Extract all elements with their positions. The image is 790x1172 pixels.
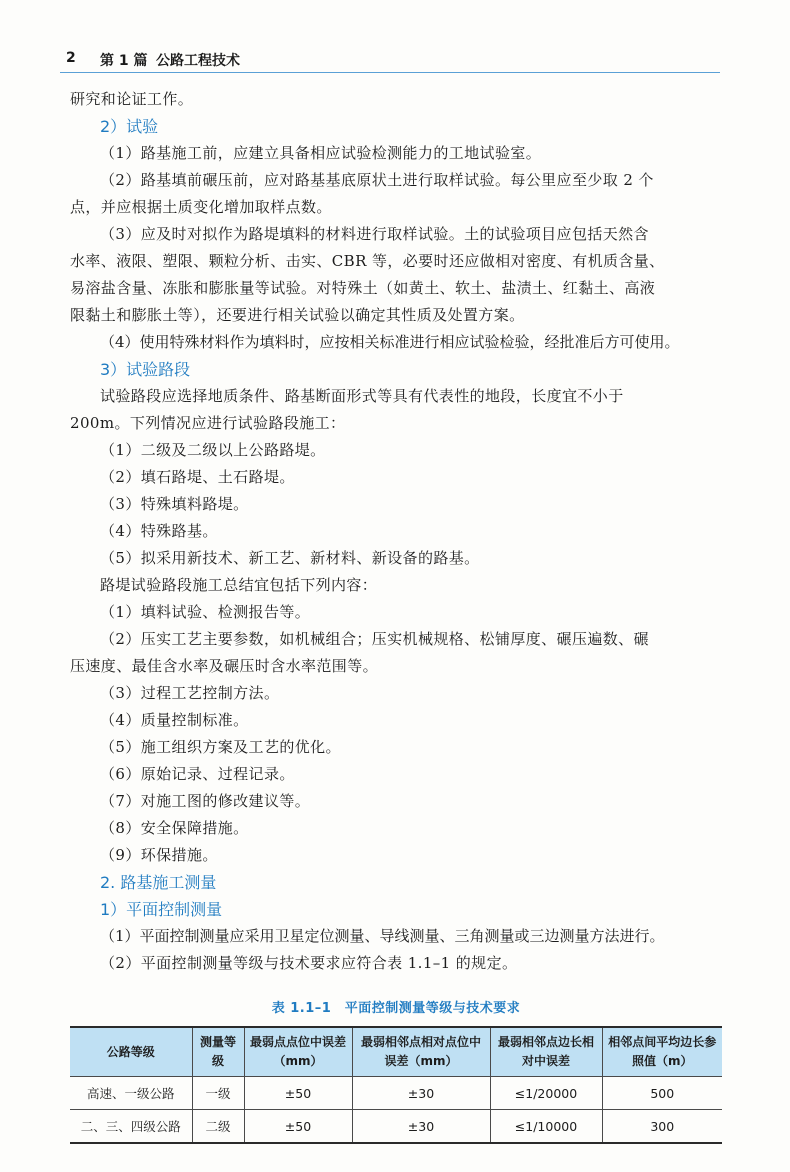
table-cell: ±50 bbox=[244, 1110, 352, 1144]
paragraph: （2）路基填前碾压前，应对路基基底原状土进行取样试验。每公里应至少取 2 个 bbox=[100, 171, 654, 189]
table-header-cell: 最弱相邻点边长相对中误差 bbox=[490, 1027, 602, 1077]
paragraph: （1）路基施工前，应建立具备相应试验检测能力的工地试验室。 bbox=[100, 144, 542, 162]
page-body bbox=[70, 86, 722, 1144]
table-cell: 高速、一级公路 bbox=[70, 1077, 192, 1110]
list-item: （1）填料试验、检测报告等。 bbox=[100, 603, 311, 621]
paragraph: 限黏土和膨胀土等），还要进行相关试验以确定其性质及处置方案。 bbox=[70, 306, 525, 324]
paragraph: 试验路段应选择地质条件、路基断面形式等具有代表性的地段，长度宜不小于 bbox=[100, 387, 624, 405]
survey-grade-table bbox=[70, 1026, 722, 1144]
paragraph: （4）使用特殊材料作为填料时，应按相关标准进行相应试验检验，经批准后方可使用。 bbox=[100, 333, 680, 351]
list-item: （9）环保措施。 bbox=[100, 846, 218, 864]
page-number: 2 bbox=[66, 50, 76, 66]
table-cell: ±30 bbox=[352, 1077, 490, 1110]
paragraph: 路堤试验路段施工总结宜包括下列内容： bbox=[100, 576, 378, 594]
table-row bbox=[70, 1077, 722, 1110]
paragraph: （2）平面控制测量等级与技术要求应符合表 1.1–1 的规定。 bbox=[100, 954, 518, 972]
list-item: （1）二级及二级以上公路路堤。 bbox=[100, 441, 326, 459]
list-item: （4）特殊路基。 bbox=[100, 522, 218, 540]
paragraph: 水率、液限、塑限、颗粒分析、击实、CBR 等，必要时还应做相对密度、有机质含量、 bbox=[70, 252, 665, 270]
table-cell: ≤1/10000 bbox=[490, 1110, 602, 1144]
table-header-cell: 最弱相邻点相对点位中误差（mm） bbox=[352, 1027, 490, 1077]
list-item: （3）过程工艺控制方法。 bbox=[100, 684, 280, 702]
list-item: （2）压实工艺主要参数，如机械组合；压实机械规格、松铺厚度、碾压遍数、碾 bbox=[100, 630, 649, 648]
table-header-cell: 公路等级 bbox=[70, 1027, 192, 1077]
paragraph: 点，并应根据土质变化增加取样点数。 bbox=[70, 198, 332, 216]
table-cell: 二、三、四级公路 bbox=[70, 1110, 192, 1144]
list-item: （8）安全保障措施。 bbox=[100, 819, 249, 837]
table-header-cell: 最弱点点位中误差（mm） bbox=[244, 1027, 352, 1077]
table-header-cell: 测量等级 bbox=[192, 1027, 244, 1077]
table-header-cell: 相邻点间平均边长参照值（m） bbox=[602, 1027, 722, 1077]
paragraph: （3）应及时对拟作为路堤填料的材料进行取样试验。土的试验项目应包括天然含 bbox=[100, 225, 649, 243]
paragraph: 压速度、最佳含水率及碾压时含水率范围等。 bbox=[70, 657, 379, 675]
table-cell: 300 bbox=[602, 1110, 722, 1144]
table-cell: ±50 bbox=[244, 1077, 352, 1110]
section-heading-test-road: 3）试验路段 bbox=[100, 360, 191, 379]
paragraph: 200m。下列情况应进行试验路段施工： bbox=[70, 414, 346, 432]
table-caption: 表 1.1–1 平面控制测量等级与技术要求 bbox=[271, 1001, 521, 1016]
list-item: （4）质量控制标准。 bbox=[100, 711, 249, 729]
table-row bbox=[70, 1110, 722, 1144]
list-item: （2）填石路堤、土石路堤。 bbox=[100, 468, 295, 486]
table-cell: 500 bbox=[602, 1077, 722, 1110]
list-item: （5）拟采用新技术、新工艺、新材料、新设备的路基。 bbox=[100, 549, 480, 567]
table-cell: ≤1/20000 bbox=[490, 1077, 602, 1110]
list-item: （5）施工组织方案及工艺的优化。 bbox=[100, 738, 341, 756]
paragraph: 易溶盐含量、冻胀和膨胀量等试验。对特殊土（如黄土、软土、盐渍土、红黏土、高液 bbox=[70, 279, 656, 297]
part-title: 公路工程技术 bbox=[156, 53, 240, 69]
list-item: （7）对施工图的修改建议等。 bbox=[100, 792, 311, 810]
list-item: （6）原始记录、过程记录。 bbox=[100, 765, 295, 783]
paragraph: （1）平面控制测量应采用卫星定位测量、导线测量、三角测量或三边测量方法进行。 bbox=[100, 927, 665, 945]
section-heading-survey: 2. 路基施工测量 bbox=[100, 873, 217, 892]
table-cell: 一级 bbox=[192, 1077, 244, 1110]
section-heading-plane-control: 1）平面控制测量 bbox=[100, 900, 223, 919]
table-header-row bbox=[70, 1027, 722, 1077]
running-header bbox=[60, 50, 720, 72]
part-label: 第 1 篇 bbox=[100, 53, 148, 69]
table-cell: ±30 bbox=[352, 1110, 490, 1144]
section-heading-test: 2）试验 bbox=[100, 117, 159, 136]
header-rule bbox=[60, 72, 720, 73]
list-item: （3）特殊填料路堤。 bbox=[100, 495, 249, 513]
paragraph: 研究和论证工作。 bbox=[70, 90, 194, 108]
table-cell: 二级 bbox=[192, 1110, 244, 1144]
